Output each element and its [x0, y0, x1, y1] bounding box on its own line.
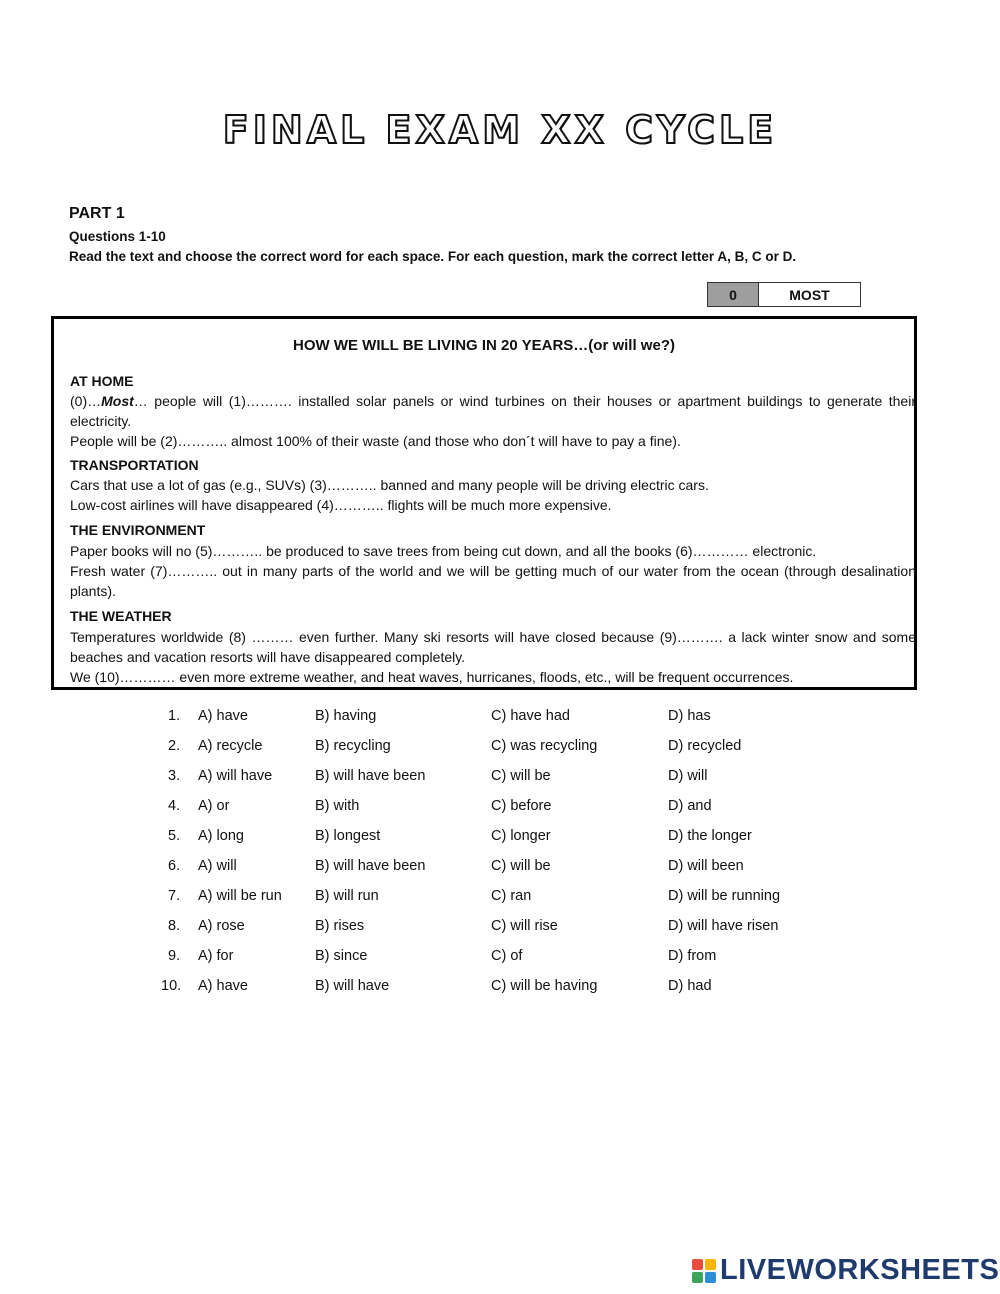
option-a[interactable]: A) will be run	[198, 888, 282, 904]
logo-text: LIVEWORKSHEETS	[720, 1254, 1000, 1286]
option-c[interactable]: C) of	[491, 948, 523, 964]
option-c[interactable]: C) have had	[491, 708, 570, 724]
option-d[interactable]: D) from	[668, 948, 717, 964]
example-box	[707, 282, 861, 307]
question-number: 1.	[168, 708, 181, 724]
text-title: HOW WE WILL BE LIVING IN 20 YEARS…(or will we?)	[293, 337, 675, 354]
home-paragraph-2: People will be (2)……….. almost 100% of their waste (and those who don´t will have to pay a fine).	[70, 433, 681, 449]
exam-title: FINAL EXAM XX CYCLE	[222, 108, 778, 152]
question-number: 3.	[168, 768, 181, 784]
heading-at-home: AT HOME	[70, 373, 134, 389]
option-a[interactable]: A) rose	[198, 918, 245, 934]
question-number: 4.	[168, 798, 181, 814]
question-number: 10.	[161, 978, 182, 994]
option-c[interactable]: C) will be	[491, 768, 551, 784]
option-d[interactable]: D) has	[668, 708, 711, 724]
logo-square	[705, 1272, 716, 1283]
option-c[interactable]: C) before	[491, 798, 552, 814]
option-d[interactable]: D) will have risen	[668, 918, 779, 934]
question-number: 8.	[168, 918, 181, 934]
question-number: 6.	[168, 858, 181, 874]
option-d[interactable]: D) the longer	[668, 828, 752, 844]
question-number: 9.	[168, 948, 181, 964]
home-paragraph-1-rest: … people will (1)………. installed solar panels or wind turbines on their houses or apartment buildings to generate their electricity.	[70, 393, 916, 429]
questions-range: Questions 1-10	[69, 229, 166, 244]
option-a[interactable]: A) recycle	[198, 738, 263, 754]
option-b[interactable]: B) will have	[315, 978, 390, 994]
logo-mark-icon	[692, 1259, 716, 1283]
question-number: 5.	[168, 828, 181, 844]
heading-weather: THE WEATHER	[70, 608, 172, 624]
option-d[interactable]: D) will been	[668, 858, 744, 874]
option-b[interactable]: B) with	[315, 798, 360, 814]
home-paragraph-1	[70, 391, 916, 431]
option-a[interactable]: A) will	[198, 858, 237, 874]
option-c[interactable]: C) will be having	[491, 978, 598, 994]
liveworksheets-logo	[692, 1254, 999, 1287]
env-paragraph-2: Fresh water (7)……….. out in many parts of the world and we will be getting much of our water from the ocean (through desalination plants).	[70, 563, 916, 599]
weather-paragraph-2: We (10)………… even more extreme weather, and heat waves, hurricanes, floods, etc., will be frequent occurrences.	[70, 669, 794, 685]
option-b[interactable]: B) recycling	[315, 738, 391, 754]
transport-paragraph-2: Low-cost airlines will have disappeared (4)……….. flights will be much more expensive.	[70, 497, 612, 513]
instructions: Read the text and choose the correct word for each space. For each question, mark the correct letter A, B, C or D.	[69, 249, 797, 264]
question-number: 2.	[168, 738, 181, 754]
option-c[interactable]: C) will be	[491, 858, 551, 874]
option-a[interactable]: A) have	[198, 978, 248, 994]
transport-paragraph-1: Cars that use a lot of gas (e.g., SUVs) (3)……….. banned and many people will be driving electric cars.	[70, 477, 709, 493]
reading-text-box	[51, 316, 917, 690]
option-a[interactable]: A) for	[198, 948, 234, 964]
option-b[interactable]: B) will run	[315, 888, 379, 904]
option-c[interactable]: C) ran	[491, 888, 532, 904]
option-d[interactable]: D) will	[668, 768, 708, 784]
part-heading: PART 1	[69, 205, 125, 222]
heading-environment: THE ENVIRONMENT	[70, 522, 206, 538]
option-a[interactable]: A) have	[198, 708, 248, 724]
option-c[interactable]: C) will rise	[491, 918, 558, 934]
option-a[interactable]: A) long	[198, 828, 244, 844]
option-b[interactable]: B) having	[315, 708, 377, 724]
option-d[interactable]: D) had	[668, 978, 712, 994]
gap-0-label: (0)…	[70, 393, 102, 409]
option-b[interactable]: B) rises	[315, 918, 365, 934]
option-b[interactable]: B) will have been	[315, 768, 426, 784]
option-c[interactable]: C) longer	[491, 828, 551, 844]
example-number: 0	[708, 283, 759, 306]
logo-square	[692, 1259, 703, 1270]
example-word: MOST	[789, 286, 830, 303]
option-c[interactable]: C) was recycling	[491, 738, 598, 754]
weather-paragraph-1: Temperatures worldwide (8) ……… even further. Many ski resorts will have closed because (9)………. a lack winter snow and some beaches and vacation resorts will have disappeared completely.	[70, 629, 916, 665]
logo-square	[705, 1259, 716, 1270]
logo-square	[692, 1272, 703, 1283]
option-d[interactable]: D) recycled	[668, 738, 742, 754]
option-d[interactable]: D) and	[668, 798, 712, 814]
option-a[interactable]: A) will have	[198, 768, 273, 784]
example-answer: Most	[101, 393, 134, 409]
question-number: 7.	[168, 888, 181, 904]
option-b[interactable]: B) longest	[315, 828, 381, 844]
option-b[interactable]: B) since	[315, 948, 368, 964]
option-b[interactable]: B) will have been	[315, 858, 426, 874]
heading-transportation: TRANSPORTATION	[70, 457, 199, 473]
option-d[interactable]: D) will be running	[668, 888, 781, 904]
option-a[interactable]: A) or	[198, 798, 230, 814]
env-paragraph-1: Paper books will no (5)……….. be produced to save trees from being cut down, and all the books (6)………… electronic.	[70, 543, 817, 559]
